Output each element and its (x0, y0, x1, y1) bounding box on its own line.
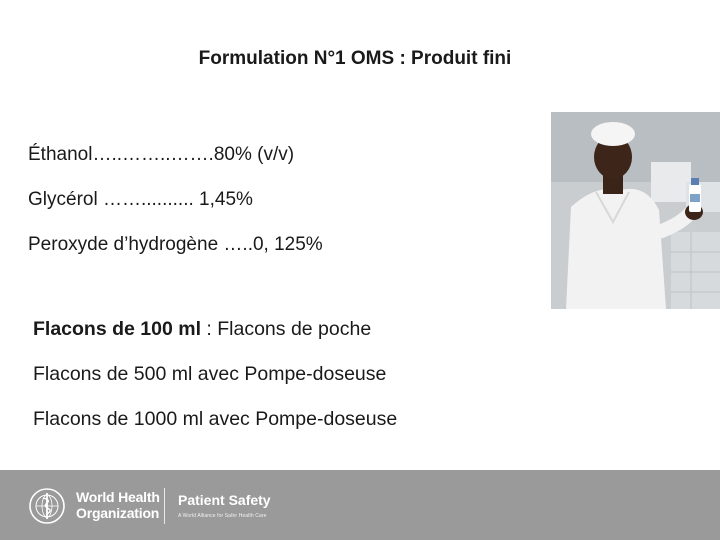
slide-title (0, 48, 710, 70)
who-wordmark-line1: World Health (76, 489, 160, 505)
who-wordmark (76, 489, 160, 521)
bottle-1000ml: Flacons de 1000 ml avec Pompe-doseuse (33, 408, 398, 430)
ingredient-peroxide: Peroxyde d’hydrogène …..0, 125% (28, 234, 323, 255)
bottle-500ml: Flacons de 500 ml avec Pompe-doseuse (33, 363, 387, 385)
lab-worker-photo (551, 112, 720, 309)
footer-bar (0, 470, 720, 540)
bottle-100ml-label: Flacons de 100 ml (33, 318, 201, 340)
bottle-100ml-desc: : Flacons de poche (201, 318, 372, 340)
bottle-list (33, 316, 397, 451)
ingredient-list (28, 142, 323, 277)
patient-safety-title: Patient Safety (178, 492, 271, 508)
who-wordmark-line2: Organization (76, 505, 160, 521)
footer-divider (164, 488, 165, 524)
ingredient-ethanol: Éthanol…..……..…….80% (v/v) (28, 144, 295, 165)
patient-safety-tagline: A World Alliance for Safer Health Care (178, 513, 267, 519)
slide-title-text: Formulation N°1 OMS : Produit fini (198, 48, 512, 69)
lab-worker-photo-illustration (551, 112, 720, 309)
bottle-100ml (33, 316, 397, 342)
who-emblem-icon (28, 487, 66, 525)
ingredient-glycerol: Glycérol …….......... 1,45% (28, 189, 253, 210)
